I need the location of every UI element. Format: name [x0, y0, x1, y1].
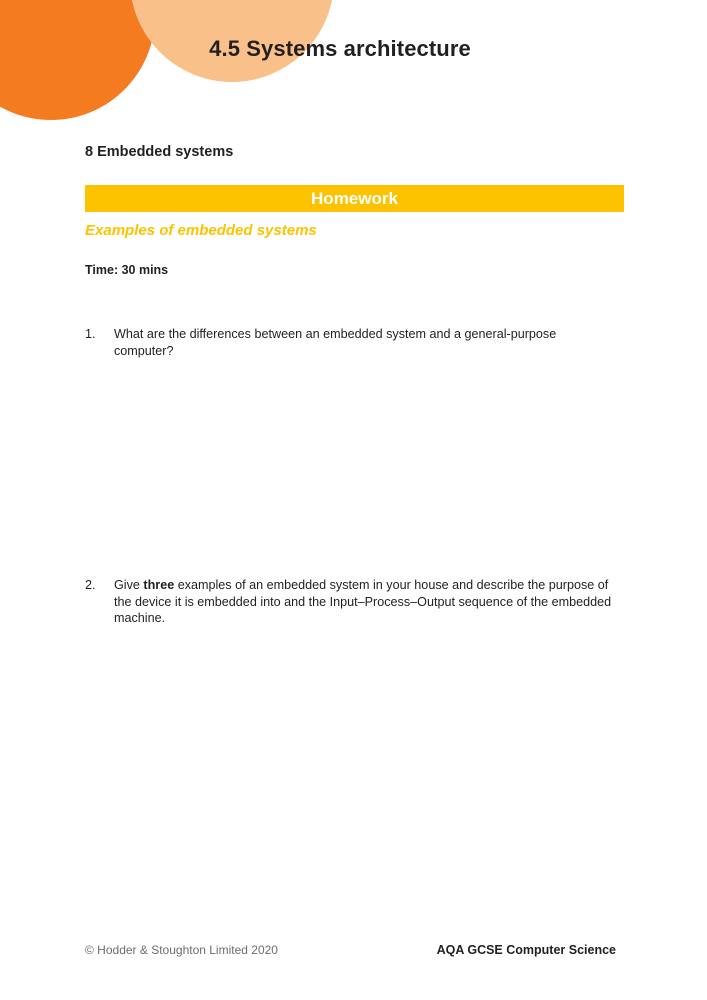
question-number: 1.: [85, 327, 96, 341]
question-text-suffix: examples of an embedded system in your house and describe the purpose of the device it is embedded into and the Input–Process–Output sequence of the embedded machine.: [114, 578, 612, 626]
footer-course-title: AQA GCSE Computer Science: [436, 943, 616, 957]
homework-banner-label: Homework: [311, 188, 398, 208]
page-title: 4.5 Systems architecture: [209, 36, 471, 61]
time-label: Time: 30 mins: [85, 263, 169, 277]
question-text-emphasis: three: [143, 578, 175, 592]
question-text-prefix: Give: [114, 578, 144, 592]
question-text: [114, 577, 619, 627]
question-text: What are the differences between an embedded system and a general-purpose computer?: [114, 327, 557, 358]
homework-banner: [85, 185, 624, 212]
footer-copyright: © Hodder & Stoughton Limited 2020: [85, 943, 278, 957]
question-number: 2.: [85, 578, 96, 592]
question-item: [85, 326, 619, 359]
section-heading: 8 Embedded systems: [85, 144, 234, 160]
worksheet-subtitle: Examples of embedded systems: [85, 222, 317, 239]
question-item: [85, 577, 619, 627]
